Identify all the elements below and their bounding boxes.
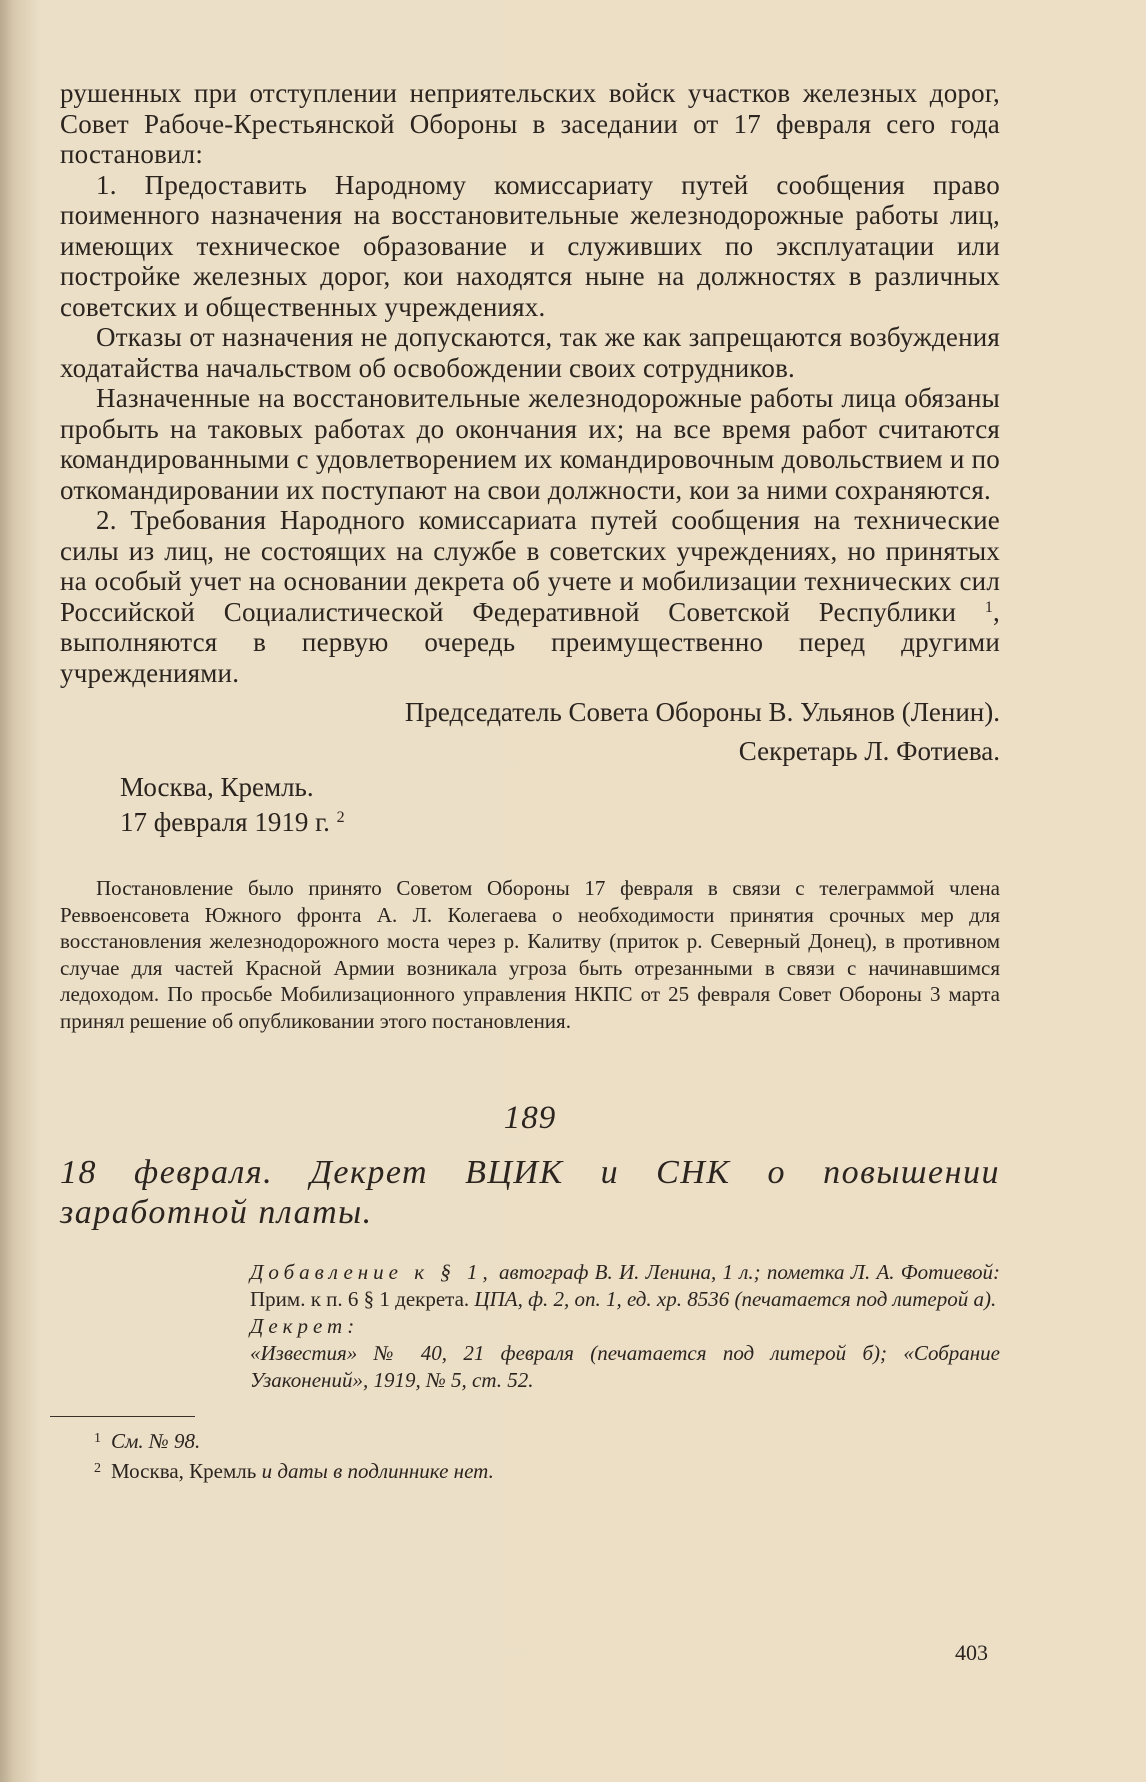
footnote-1-mark: 1 bbox=[94, 1431, 101, 1446]
paragraph-point-2-end: , выполняются в первую очередь преимущественно перед другими учреждениями. bbox=[60, 596, 1000, 688]
place-line: Москва, Кремль. bbox=[120, 772, 314, 802]
paragraph-point-2 bbox=[60, 505, 1000, 688]
document-number: 189 bbox=[503, 1100, 557, 1136]
footnote-2-plain: Москва, Кремль bbox=[111, 1459, 257, 1483]
addition-label: Добавление к § 1, bbox=[250, 1260, 493, 1284]
signature-chairman: Председатель Совета Обороны В. Ульянов (Ленин). bbox=[404, 697, 1000, 727]
footnote-2-italic: и даты в подлиннике нет. bbox=[256, 1459, 494, 1483]
paragraph-appointed: Назначенные на восстановительные железнодорожные работы лица обязаны пробыть на таковых работах до окончания их; на все время работ считаются командированными с удовлетворением их командировочным довольствием и по откомандировании их поступают на свои должности, кои за ними сохраняются. bbox=[60, 383, 1000, 505]
paragraph-refusals: Отказы от назначения не допускаются, так же как запрещаются возбуждения ходатайства начальством об освобождении своих сотрудников. bbox=[60, 322, 1000, 383]
footnote-1-text: См. № 98. bbox=[111, 1429, 201, 1453]
decree-text: «Известия» № 40, 21 февраля (печатается под литерой б); «Собрание Узаконений», 1919, № 5, ст. 52. bbox=[250, 1341, 1000, 1392]
page-number: 403 bbox=[955, 1640, 988, 1665]
addition-archive: ЦПА, ф. 2, оп. 1, ед. хр. 8536 (печатается под литерой а). bbox=[474, 1287, 997, 1311]
sources-block bbox=[250, 1259, 1000, 1394]
date-text: 17 февраля 1919 г. bbox=[120, 806, 330, 837]
paragraph-point-2-text: 2. Требования Народного комиссариата путей сообщения на технические силы из лиц, не состоящих на службе в советских учреждениях, но принятых на особый учет на основании декрета об учете и мобилизации технических сил Российской Социалистической Федеративной Советской Республики bbox=[60, 505, 1000, 627]
decree-label: Декрет: bbox=[250, 1314, 360, 1338]
footnote-divider bbox=[50, 1416, 195, 1417]
page-content bbox=[60, 78, 1000, 1485]
document-title: 18 февраля. Декрет ВЦИК и СНК о повышении заработной платы. bbox=[60, 1154, 1000, 1231]
footnote-2 bbox=[94, 1457, 1000, 1485]
signature-secretary: Секретарь Л. Фотиева. bbox=[738, 735, 1000, 766]
editorial-note: Постановление было принято Советом Обороны 17 февраля в связи с телеграммой члена Реввоенсовета Южного фронта А. Л. Колегаева о необходимости принятия срочных мер для восстановления железнодорожного моста через р. Калитву (приток р. Северный Донец), в противном случае для частей Красной Армии возникала угроза быть отрезанными в связи с начинавшимся ледоходом. По просьбе Мобилизационного управления НКПС от 25 февраля Совет Обороны 3 марта принял решение об опубликовании этого постановления. bbox=[60, 876, 1000, 1033]
footnote-2-mark: 2 bbox=[94, 1461, 101, 1476]
footnote-ref-2: 2 bbox=[336, 808, 345, 826]
paragraph-point-1: 1. Предоставить Народному комиссариату путей сообщения право поименного назначения на восстановительные железнодорожные работы лиц, имеющих техническое образование и служивших по эксплуатации или постройке железных дорог, кои находятся ныне на должностях в различных советских и общественных учреждениях. bbox=[60, 169, 1000, 322]
footnote-ref-1: 1 bbox=[984, 598, 994, 616]
addition-plain: Прим. к п. 6 § 1 декрета. bbox=[250, 1287, 475, 1311]
addition-text: автограф В. И. Ленина, 1 л.; пометка Л. А. Фотиевой: bbox=[492, 1260, 1001, 1284]
paragraph-intro: рушенных при отступлении неприятельских войск участков железных дорог, Совет Рабоче-Крестьянской Обороны в заседании от 17 февраля сего года постановил: bbox=[60, 78, 1000, 169]
footnote-1 bbox=[94, 1427, 1000, 1455]
date-line bbox=[120, 807, 1000, 838]
